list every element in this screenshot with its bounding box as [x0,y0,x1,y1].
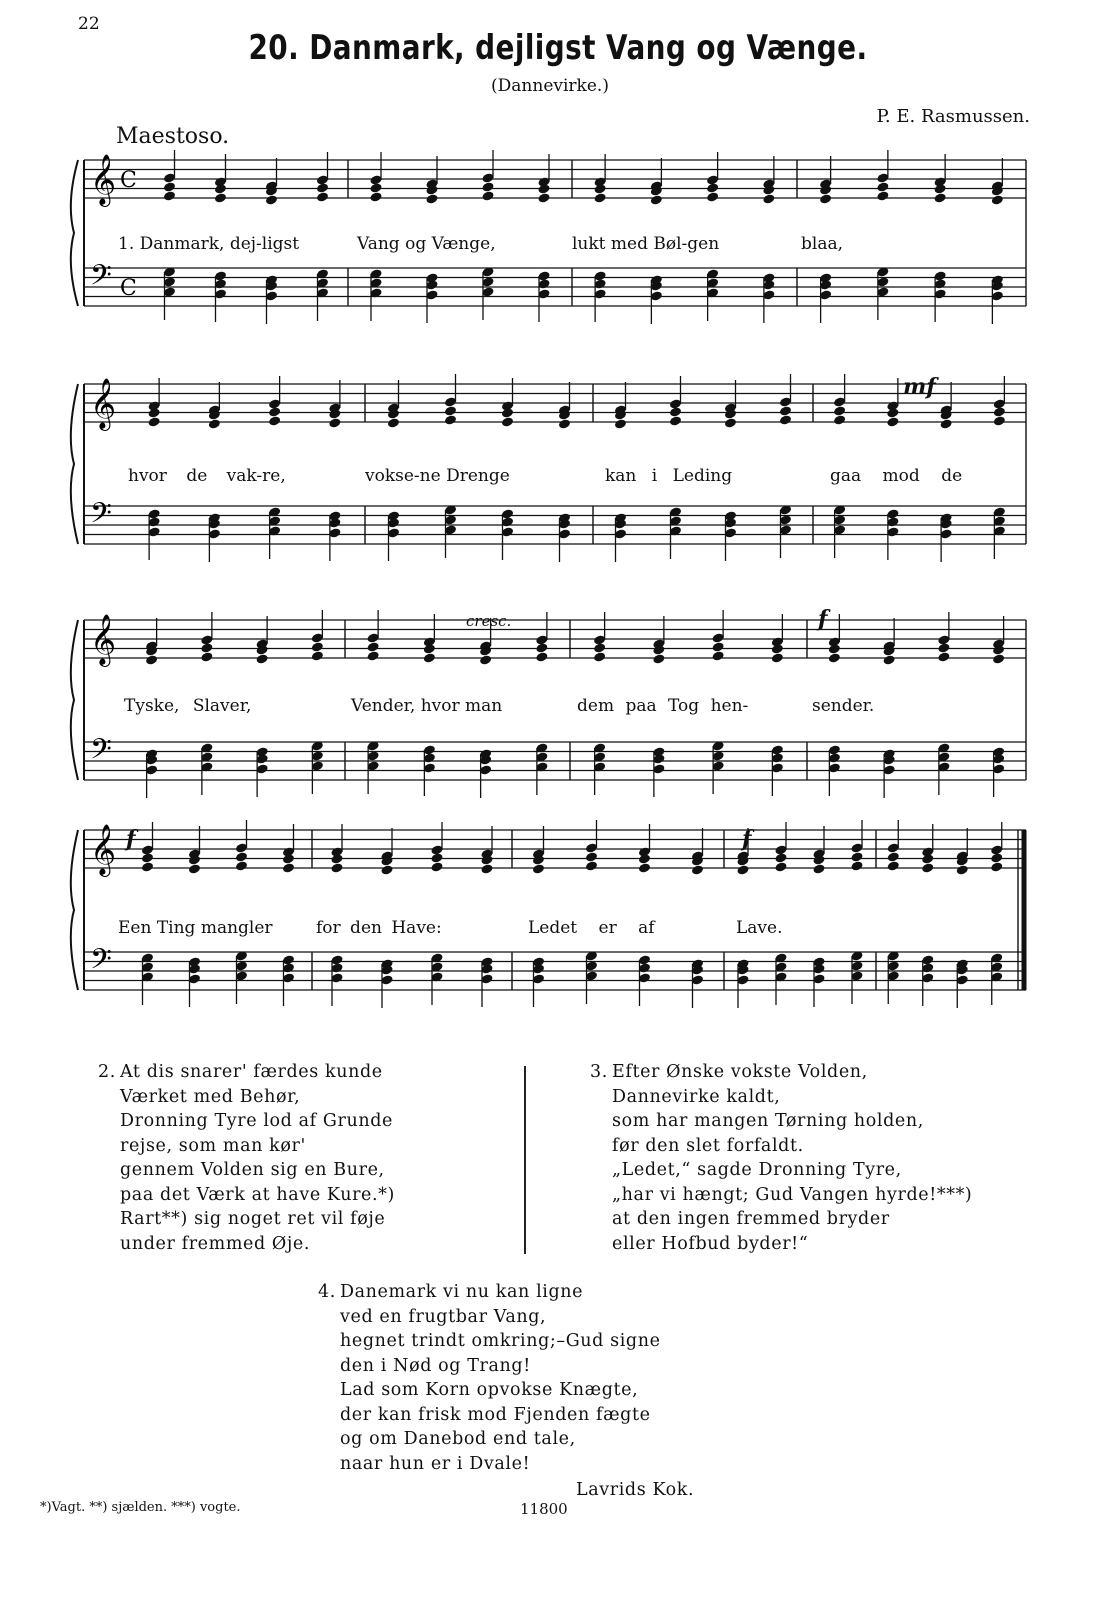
notehead [933,183,946,194]
notehead [423,643,436,654]
notehead [652,653,665,664]
verse-divider [524,1066,526,1254]
notehead [706,191,719,202]
common-time-icon: C [120,168,137,193]
lyric-s3-m1: Tyske, Slaver, [124,696,252,716]
verse-2-line-4: rejse, som man kør' [120,1135,306,1156]
notehead [282,853,295,864]
notehead [887,860,900,871]
notehead [774,861,787,872]
brace-icon [71,620,78,780]
notehead [425,193,438,204]
notehead [316,182,329,193]
verse-3-line-1: Efter Ønske vokste Volden, [612,1062,868,1082]
bass-clef-icon: 𝄢 [90,259,112,299]
lyric-s4-m3: Ledet er af [528,918,655,938]
dynamic-mf: mf [903,374,936,400]
notehead [882,654,895,665]
notehead [369,191,382,202]
notehead [724,417,737,428]
verse-2-line-2: Værket med Behør, [120,1086,301,1107]
notehead [328,417,341,428]
dynamic-f-s4a: f [126,826,136,852]
verse-3-line-6: „har vi hængt; Gud Vangen hyrde!***) [612,1184,973,1205]
notehead [444,405,457,416]
notehead [850,860,863,871]
verse-3-line-5: „Ledet,“ sagde Dronning Tyre, [612,1160,902,1180]
composer: P. E. Rasmussen. [876,106,1030,127]
notehead [480,863,493,874]
bass-clef-icon: 𝄢 [90,943,112,983]
notehead [366,650,379,661]
notehead [532,863,545,874]
notehead [593,192,606,203]
lyric-s2-m1: hvor de vak-re, [128,466,286,486]
verse-3-line-2: Dannevirke kaldt, [612,1086,781,1107]
notehead [444,414,457,425]
verse-4-line-4: den i Nød og Trang! [340,1355,531,1376]
notehead [369,182,382,193]
notehead [147,407,160,418]
notehead [330,862,343,873]
plate-number: 11800 [520,1500,568,1518]
lyric-s3-m2: Vender, hvor man [351,696,503,716]
notehead [833,405,846,416]
notehead [990,861,1003,872]
notehead [265,194,278,205]
notehead [937,651,950,662]
lyric-s1-m3: lukt med Bøl-gen [572,234,720,254]
verse-4-line-8: naar hun er i Dvale! [340,1453,531,1474]
notehead [235,851,248,862]
notehead [990,852,1003,863]
bass-clef-icon: 𝄢 [90,497,112,537]
verse-2-line-6: paa det Værk at have Kure.*) [120,1184,395,1205]
notehead [876,190,889,201]
notehead [214,183,227,194]
notehead [886,407,899,418]
verse-4-line-7: og om Danebod end tale, [340,1429,576,1449]
notehead [887,851,900,862]
notehead [188,863,201,874]
notehead [706,182,719,193]
verse-3 [590,1060,973,1256]
notehead [387,417,400,428]
notehead [711,650,724,661]
notehead [937,642,950,653]
notehead [669,415,682,426]
lyric-s4-m2: for den Have: [316,918,442,938]
notehead [593,651,606,662]
notehead [956,864,969,875]
notehead [311,650,324,661]
verse-4-line-1: Danemark vi nu kan ligne [340,1282,584,1302]
notehead [593,642,606,653]
notehead [585,851,598,862]
notehead [939,418,952,429]
notehead [423,652,436,663]
notehead [638,853,651,864]
notehead [771,652,784,663]
notehead [481,190,494,201]
lyric-s4-m4: Lave. [736,918,783,938]
song-title: 20. Danmark, dejligst Vang og Vænge. [248,28,868,68]
verse-4-line-3: hegnet trindt omkring;–Gud signe [340,1331,661,1351]
notehead [141,852,154,863]
notehead [771,643,784,654]
lyric-s2-m3: kan i Leding [605,466,733,486]
lyric-s1-m4: blaa, [801,234,843,254]
notehead [200,642,213,653]
footnote: *)Vagt. **) sjælden. ***) vogte. [40,1500,241,1515]
treble-clef-icon: 𝄞 [90,154,117,205]
brace-icon [71,830,78,990]
treble-clef-icon: 𝄞 [90,378,117,429]
notehead [380,864,393,875]
notehead [214,192,227,203]
notehead [933,192,946,203]
dynamic-cresc: cresc. [466,612,512,630]
notehead [200,651,213,662]
verse-3-line-8: eller Hofbud byder!“ [612,1233,809,1254]
notehead [585,860,598,871]
lyricist: Lavrids Kok. [576,1480,695,1500]
notehead [762,193,775,204]
lyric-s1-m1: 1. Danmark, dej-ligst [118,234,300,254]
notehead [535,642,548,653]
notehead [614,418,627,429]
verse-2-line-8: under fremmed Øje. [120,1233,311,1254]
notehead [316,191,329,202]
notehead [430,861,443,872]
notehead [850,851,863,862]
notehead [876,181,889,192]
treble-clef-icon: 𝄞 [90,614,117,665]
bass-clef-icon: 𝄢 [90,733,112,773]
verse-4-line-2: ved en frugtbar Vang, [340,1306,547,1327]
notehead [993,406,1006,417]
notehead [163,190,176,201]
lyric-s4-m1: Een Ting mangler [118,918,273,938]
verse-4-number: 4. [318,1282,336,1302]
notehead [993,415,1006,426]
dynamic-f-s4b: f [742,826,752,852]
verse-4 [318,1280,661,1476]
lyric-s3-m3: dem paa Tog hen- [577,696,749,716]
notehead [268,415,281,426]
notehead [711,641,724,652]
notehead [774,852,787,863]
verse-2-line-1: At dis snarer' færdes kunde [120,1062,383,1082]
notehead [330,853,343,864]
notehead [311,641,324,652]
notehead [535,651,548,662]
notehead [833,414,846,425]
notehead [481,181,494,192]
lyric-s2-m4: gaa mod de [830,466,963,486]
notehead [779,405,792,416]
verse-3-line-7: at den ingen fremmed bryder [612,1209,890,1229]
notehead [537,183,550,194]
verse-2 [98,1060,395,1256]
treble-clef-icon: 𝄞 [90,824,117,875]
notehead [812,863,825,874]
brace-icon [71,160,78,306]
verse-2-line-3: Dronning Tyre lod af Grunde [120,1111,393,1131]
verse-2-line-7: Rart**) sig noget ret vil føje [120,1209,386,1229]
notehead [828,643,841,654]
notehead [819,193,832,204]
verse-2-line-5: gennem Volden sig en Bure, [120,1160,385,1180]
notehead [145,654,158,665]
notehead [235,860,248,871]
notehead [593,183,606,194]
notehead [501,416,514,427]
notehead [992,653,1005,664]
notehead [991,194,1004,205]
brace-icon [71,384,78,544]
notehead [255,653,268,664]
notehead [366,641,379,652]
page-number: 22 [78,14,100,34]
lyric-s2-m2: vokse-ne Drenge [365,466,510,486]
notehead [921,853,934,864]
dynamic-f-s3: f [818,606,828,632]
lyric-s3-m4: sender. [812,696,875,716]
notehead [163,181,176,192]
notehead [638,862,651,873]
verse-3-line-3: som har mangen Tørning holden, [612,1111,924,1131]
notehead [430,852,443,863]
common-time-icon: C [120,276,137,301]
verse-4-line-5: Lad som Korn opvokse Knægte, [340,1380,639,1400]
tempo-marking: Maestoso. [116,124,230,149]
notehead [921,862,934,873]
notehead [558,418,571,429]
notehead [147,416,160,427]
verse-3-line-4: før den slet forfaldt. [612,1135,804,1156]
notehead [691,864,704,875]
notehead [268,406,281,417]
notehead [141,861,154,872]
notehead [886,416,899,427]
notehead [736,864,749,875]
notehead [828,652,841,663]
notehead [501,407,514,418]
notehead [537,192,550,203]
verse-4-line-6: der kan frisk mod Fjenden fægte [340,1404,651,1425]
notehead [650,194,663,205]
notehead [479,654,492,665]
notehead [282,862,295,873]
verse-2-number: 2. [98,1062,116,1082]
notehead [208,418,221,429]
verse-3-number: 3. [590,1062,608,1082]
song-subtitle: (Dannevirke.) [491,76,609,96]
lyric-s1-m2: Vang og Vænge, [357,234,496,254]
notehead [779,414,792,425]
notehead [669,406,682,417]
